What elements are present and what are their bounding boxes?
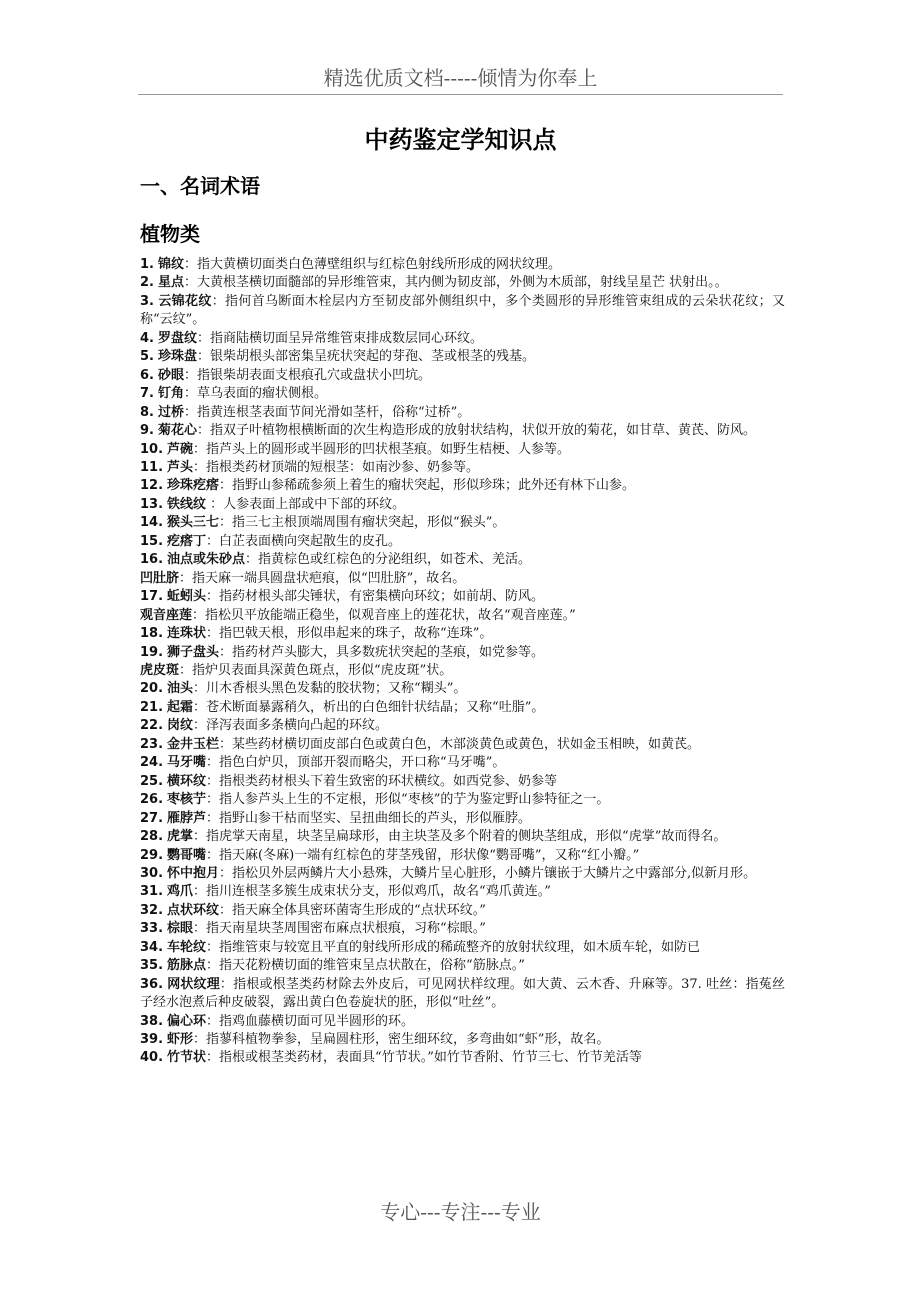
term-entry (140, 459, 785, 477)
term-number: 26. (140, 792, 164, 808)
term-definition: ：指大黄横切面类白色薄壁组织与红棕色射线所形成的网状纹理。 (184, 257, 562, 272)
term-entry (140, 588, 785, 606)
term-definition: ：川木香根头黑色发黏的胶状物；又称“糊头”。 (193, 681, 467, 697)
term-name: 连珠状 (167, 626, 207, 642)
term-number: 16. (140, 552, 164, 568)
term-entry (140, 920, 785, 938)
term-name: 怀中抱月 (167, 865, 220, 881)
term-definition: ：指三七主根顶端周围有瘤状突起，形似“猴头”。 (219, 515, 506, 531)
term-definition: ：指黄连根茎表面节间光滑如茎杆，俗称“过桥”。 (184, 404, 471, 420)
subsection-heading: 植物类 (140, 222, 200, 246)
term-definition: ：大黄根茎横切面髓部的异形维管束，其内侧为韧皮部，外侧为木质部，射线呈星芒 状射出。。 (184, 275, 728, 291)
term-name: 起霜 (167, 699, 194, 715)
term-name: 星点 (157, 275, 184, 291)
term-number: 14. (140, 515, 164, 531)
term-number: 21. (140, 699, 164, 715)
term-number: 3. (140, 293, 154, 309)
term-name: 网状纹理 (167, 976, 220, 992)
term-number: 31. (140, 884, 164, 900)
term-name: 猴头三七 (167, 515, 220, 531)
term-number: 15. (140, 533, 164, 549)
term-number: 36. (140, 976, 164, 992)
term-number: 34. (140, 939, 164, 955)
term-number: 38. (140, 1013, 164, 1029)
term-definition: ：指药材根头部尖锤状，有密集横向环纹；如前胡、防风。 (206, 589, 545, 605)
term-entry (140, 367, 785, 385)
term-definition: ：指松贝外层两鳞片大小悬殊，大鳞片呈心脏形，小鳞片镶嵌于大鳞片之中露部分,似新月形。 (219, 865, 757, 881)
term-name: 珍珠盘 (157, 349, 197, 365)
term-number: 9. (140, 423, 154, 439)
term-definition: ：苍术断面暴露稍久，析出的白色细针状结晶；又称“吐脂”。 (193, 699, 545, 715)
term-number: 7. (140, 386, 154, 402)
term-entry (140, 533, 785, 551)
term-definition: ：指商陆横切面呈异常维管束排成数层同心环纹。 (197, 330, 484, 346)
term-entry (140, 496, 785, 514)
term-number: 20. (140, 681, 164, 697)
term-name: 钉角 (157, 386, 184, 402)
term-name: 珍珠疙瘩 (167, 478, 220, 494)
term-entry (140, 385, 785, 403)
term-name: 点状环纹 (167, 902, 220, 918)
term-entry (140, 810, 785, 828)
term-number: 32. (140, 902, 164, 918)
term-name: 棕眼 (167, 921, 194, 937)
term-definition: ：指药材芦头膨大，具多数疣状突起的茎痕，如党参等。 (219, 644, 545, 660)
term-name: 雁脖芦 (167, 810, 207, 826)
term-entry (140, 680, 785, 698)
term-number: 28. (140, 829, 164, 845)
term-definition: ：某些药材横切面皮部白色或黄白色，木部淡黄色或黄色，状如金玉相映，如黄芪。 (219, 736, 701, 752)
term-entry (140, 865, 785, 883)
term-entry (140, 1031, 785, 1049)
term-number: 22. (140, 718, 164, 734)
term-entry (140, 847, 785, 865)
term-definition: ：指黄棕色或红棕色的分泌组织，如苍术、羌活。 (245, 552, 532, 568)
term-number: 1. (140, 257, 154, 272)
term-name: 过桥 (157, 404, 184, 420)
term-name: 枣核艼 (167, 792, 207, 808)
term-name: 筋脉点 (167, 958, 207, 974)
term-number: 33. (140, 921, 164, 937)
term-number: 4. (140, 330, 154, 346)
term-name: 油头 (167, 681, 194, 697)
term-number: 30. (140, 865, 164, 881)
term-name: 横环纹 (167, 773, 207, 789)
term-entry (140, 404, 785, 422)
term-entry (140, 662, 785, 680)
term-definition: ：指野山参干枯而坚实、呈扭曲细长的芦头，形似雁脖。 (206, 810, 532, 826)
term-entry (140, 828, 785, 846)
term-name: 竹节状 (167, 1050, 207, 1066)
term-entry (140, 1049, 785, 1067)
term-definition: ：指根或根茎类药材除去外皮后，可见网状样纹理。如大黄、云木香、升麻等。37. 吐丝：指菟丝子经水泡煮后种皮破裂，露出黄白色卷旋状的胚，形似“吐丝”。 (140, 976, 785, 1011)
term-definition: ：泽泻表面多条横向凸起的环纹。 (193, 718, 389, 734)
term-entry (140, 736, 785, 754)
term-definition: ：草乌表面的瘤状侧根。 (184, 386, 328, 402)
term-entry (140, 625, 785, 643)
term-entry (140, 791, 785, 809)
term-definition: ：指野山参稀疏参须上着生的瘤状突起，形似珍珠；此外还有林下山参。 (219, 478, 636, 494)
term-definition: ：银柴胡根头部密集呈疣状突起的芽孢、茎或根茎的残基。 (197, 349, 536, 365)
header-divider (138, 94, 783, 95)
term-definition: ：指虎掌天南星，块茎呈扁球形，由主块茎及多个附着的侧块茎组成，形似“虎掌”故而得名。 (193, 829, 727, 845)
term-number: 40. (140, 1050, 164, 1066)
term-number: 5. (140, 349, 154, 365)
term-number: 25. (140, 773, 164, 789)
term-name: 罗盘纹 (157, 330, 197, 346)
term-entry (140, 607, 785, 625)
term-entry (140, 717, 785, 735)
term-definition: ：指维管束与较宽且平直的射线所形成的稀疏整齐的放射状纹理，如木质车轮，如防已 (206, 939, 701, 955)
term-name: 菊花心 (157, 423, 197, 439)
term-entry (140, 773, 785, 791)
term-name: 芦头 (167, 459, 194, 475)
term-definition: ：指鸡血藤横切面可见半圆形的环。 (206, 1013, 415, 1029)
term-entry (140, 570, 785, 588)
term-entry (140, 883, 785, 901)
term-entry (140, 293, 785, 330)
term-name: 凹肚脐 (140, 570, 180, 586)
term-name: 马牙嘴 (167, 755, 207, 771)
term-definition: ：指双子叶植物根横断面的次生构造形成的放射状结构，状似开放的菊花，如甘草、黄芪、防风。 (197, 423, 757, 439)
term-number: 29. (140, 847, 164, 863)
term-entry (140, 699, 785, 717)
term-definition: ：指芦头上的圆形或半圆形的凹状根茎痕。如野生桔梗、人参等。 (193, 441, 571, 457)
term-name: 油点或朱砂点 (167, 552, 246, 568)
term-name: 锦纹 (157, 257, 184, 272)
term-name: 偏心环 (167, 1013, 207, 1029)
term-entry (140, 1013, 785, 1031)
term-definition: ：指天麻全体具密环菌寄生形成的“点状环纹。” (219, 902, 486, 918)
term-entry (140, 902, 785, 920)
term-entry (140, 976, 785, 1013)
term-number: 23. (140, 736, 164, 752)
term-name: 观音座莲 (140, 607, 193, 623)
term-name: 车轮纹 (167, 939, 207, 955)
term-name: 疙瘩丁 (167, 533, 207, 549)
term-name: 虾形 (167, 1032, 194, 1048)
term-entry (140, 551, 785, 569)
term-definition: ：指色白炉贝，顶部开裂而略尖，开口称“马牙嘴”。 (206, 755, 506, 771)
term-name: 岗纹 (167, 718, 194, 734)
term-definition: ：指蓼科植物拳参，呈扁圆柱形，密生细环纹，多弯曲如“虾”形，故名。 (193, 1032, 610, 1048)
term-number: 11. (140, 459, 164, 475)
term-definition: ：指天南星块茎周围密布麻点状根痕，习称“棕眼。” (193, 921, 486, 937)
term-name: 狮子盘头 (167, 644, 220, 660)
term-name: 砂眼 (157, 367, 184, 383)
document-title: 中药鉴定学知识点 (364, 126, 557, 154)
term-entry (140, 477, 785, 495)
term-number: 24. (140, 755, 164, 771)
term-definition: ：指根类药材顶端的短根茎：如南沙参、奶参等。 (193, 459, 480, 475)
term-name: 云锦花纹 (157, 293, 212, 309)
term-entry (140, 514, 785, 532)
term-number: 12. (140, 478, 164, 494)
term-entry (140, 441, 785, 459)
term-name: 金井玉栏 (167, 736, 220, 752)
term-name: 铁线纹 (167, 496, 207, 512)
term-definition: ：指银柴胡表面支根痕孔穴或盘状小凹坑。 (184, 367, 432, 383)
term-entry (140, 330, 785, 348)
term-definition: ：指天麻一端具圆盘状疤痕，似“凹肚脐”，故名。 (179, 570, 466, 586)
term-definition: ：指根类药材根头下着生致密的环状横纹。如西党参、奶参等 (206, 773, 558, 789)
term-entry (140, 348, 785, 366)
term-entry (140, 274, 785, 292)
term-name: 虎掌 (167, 829, 194, 845)
term-entry (140, 939, 785, 957)
term-name: 芦碗 (167, 441, 194, 457)
term-entry (140, 256, 785, 274)
term-name: 蚯蚓头 (167, 589, 207, 605)
term-definition: ：指何首乌断面木栓层内方至韧皮部外侧组织中，多个类圆形的异形维管束组成的云朵状花纹；又称“云纹”。 (140, 293, 785, 328)
term-number: 19. (140, 644, 164, 660)
term-definition: ：指人参芦头上生的不定根，形似“枣核”的艼为鉴定野山参特征之一。 (206, 792, 610, 808)
term-number: 27. (140, 810, 164, 826)
term-number: 8. (140, 404, 154, 420)
term-entry (140, 957, 785, 975)
term-definition: ：指松贝平放能端正稳坐，似观音座上的莲花状，故名“观音座莲。” (192, 607, 576, 623)
term-definition: ：指根或根茎类药材，表面具“竹节状。”如竹节香附、竹节三七、竹节羌活等 (206, 1050, 642, 1066)
term-definition: ：白芷表面横向突起散生的皮孔。 (206, 533, 402, 549)
term-number: 13. (140, 496, 164, 512)
term-number: 35. (140, 958, 164, 974)
term-name: 虎皮斑 (140, 662, 180, 678)
term-name: 鸡爪 (167, 884, 194, 900)
section-heading: 一、名词术语 (140, 174, 260, 198)
term-number: 6. (140, 367, 154, 383)
term-definition: ：指炉贝表面具深黄色斑点，形似“虎皮斑”状。 (179, 662, 453, 678)
term-definition: ：指天花粉横切面的维管束呈点状散在，俗称“筋脉点。” (206, 958, 525, 974)
term-number: 2. (140, 275, 154, 291)
term-entry (140, 644, 785, 662)
term-number: 39. (140, 1032, 164, 1048)
term-definition: ：指天麻(冬麻)一端有红棕色的芽茎残留，形状像“鹦哥嘴”，又称“红小瓣。” (206, 847, 640, 863)
term-number: 17. (140, 589, 164, 605)
term-number: 18. (140, 626, 164, 642)
term-entry (140, 754, 785, 772)
term-list (140, 256, 785, 1068)
term-number: 10. (140, 441, 164, 457)
page-header: 精选优质文档-----倾情为你奉上 (323, 66, 598, 90)
term-entry (140, 422, 785, 440)
term-definition: ：指巴戟天根，形似串起来的珠子，故称“连珠”。 (206, 626, 493, 642)
term-name: 鹦哥嘴 (167, 847, 207, 863)
term-definition: ：人参表面上部或中下部的环纹。 (206, 496, 406, 512)
term-definition: ：指川连根茎多簇生成束状分支，形似鸡爪，故名“鸡爪黄连。” (193, 884, 551, 900)
page-footer: 专心---专注---专业 (380, 1200, 541, 1224)
